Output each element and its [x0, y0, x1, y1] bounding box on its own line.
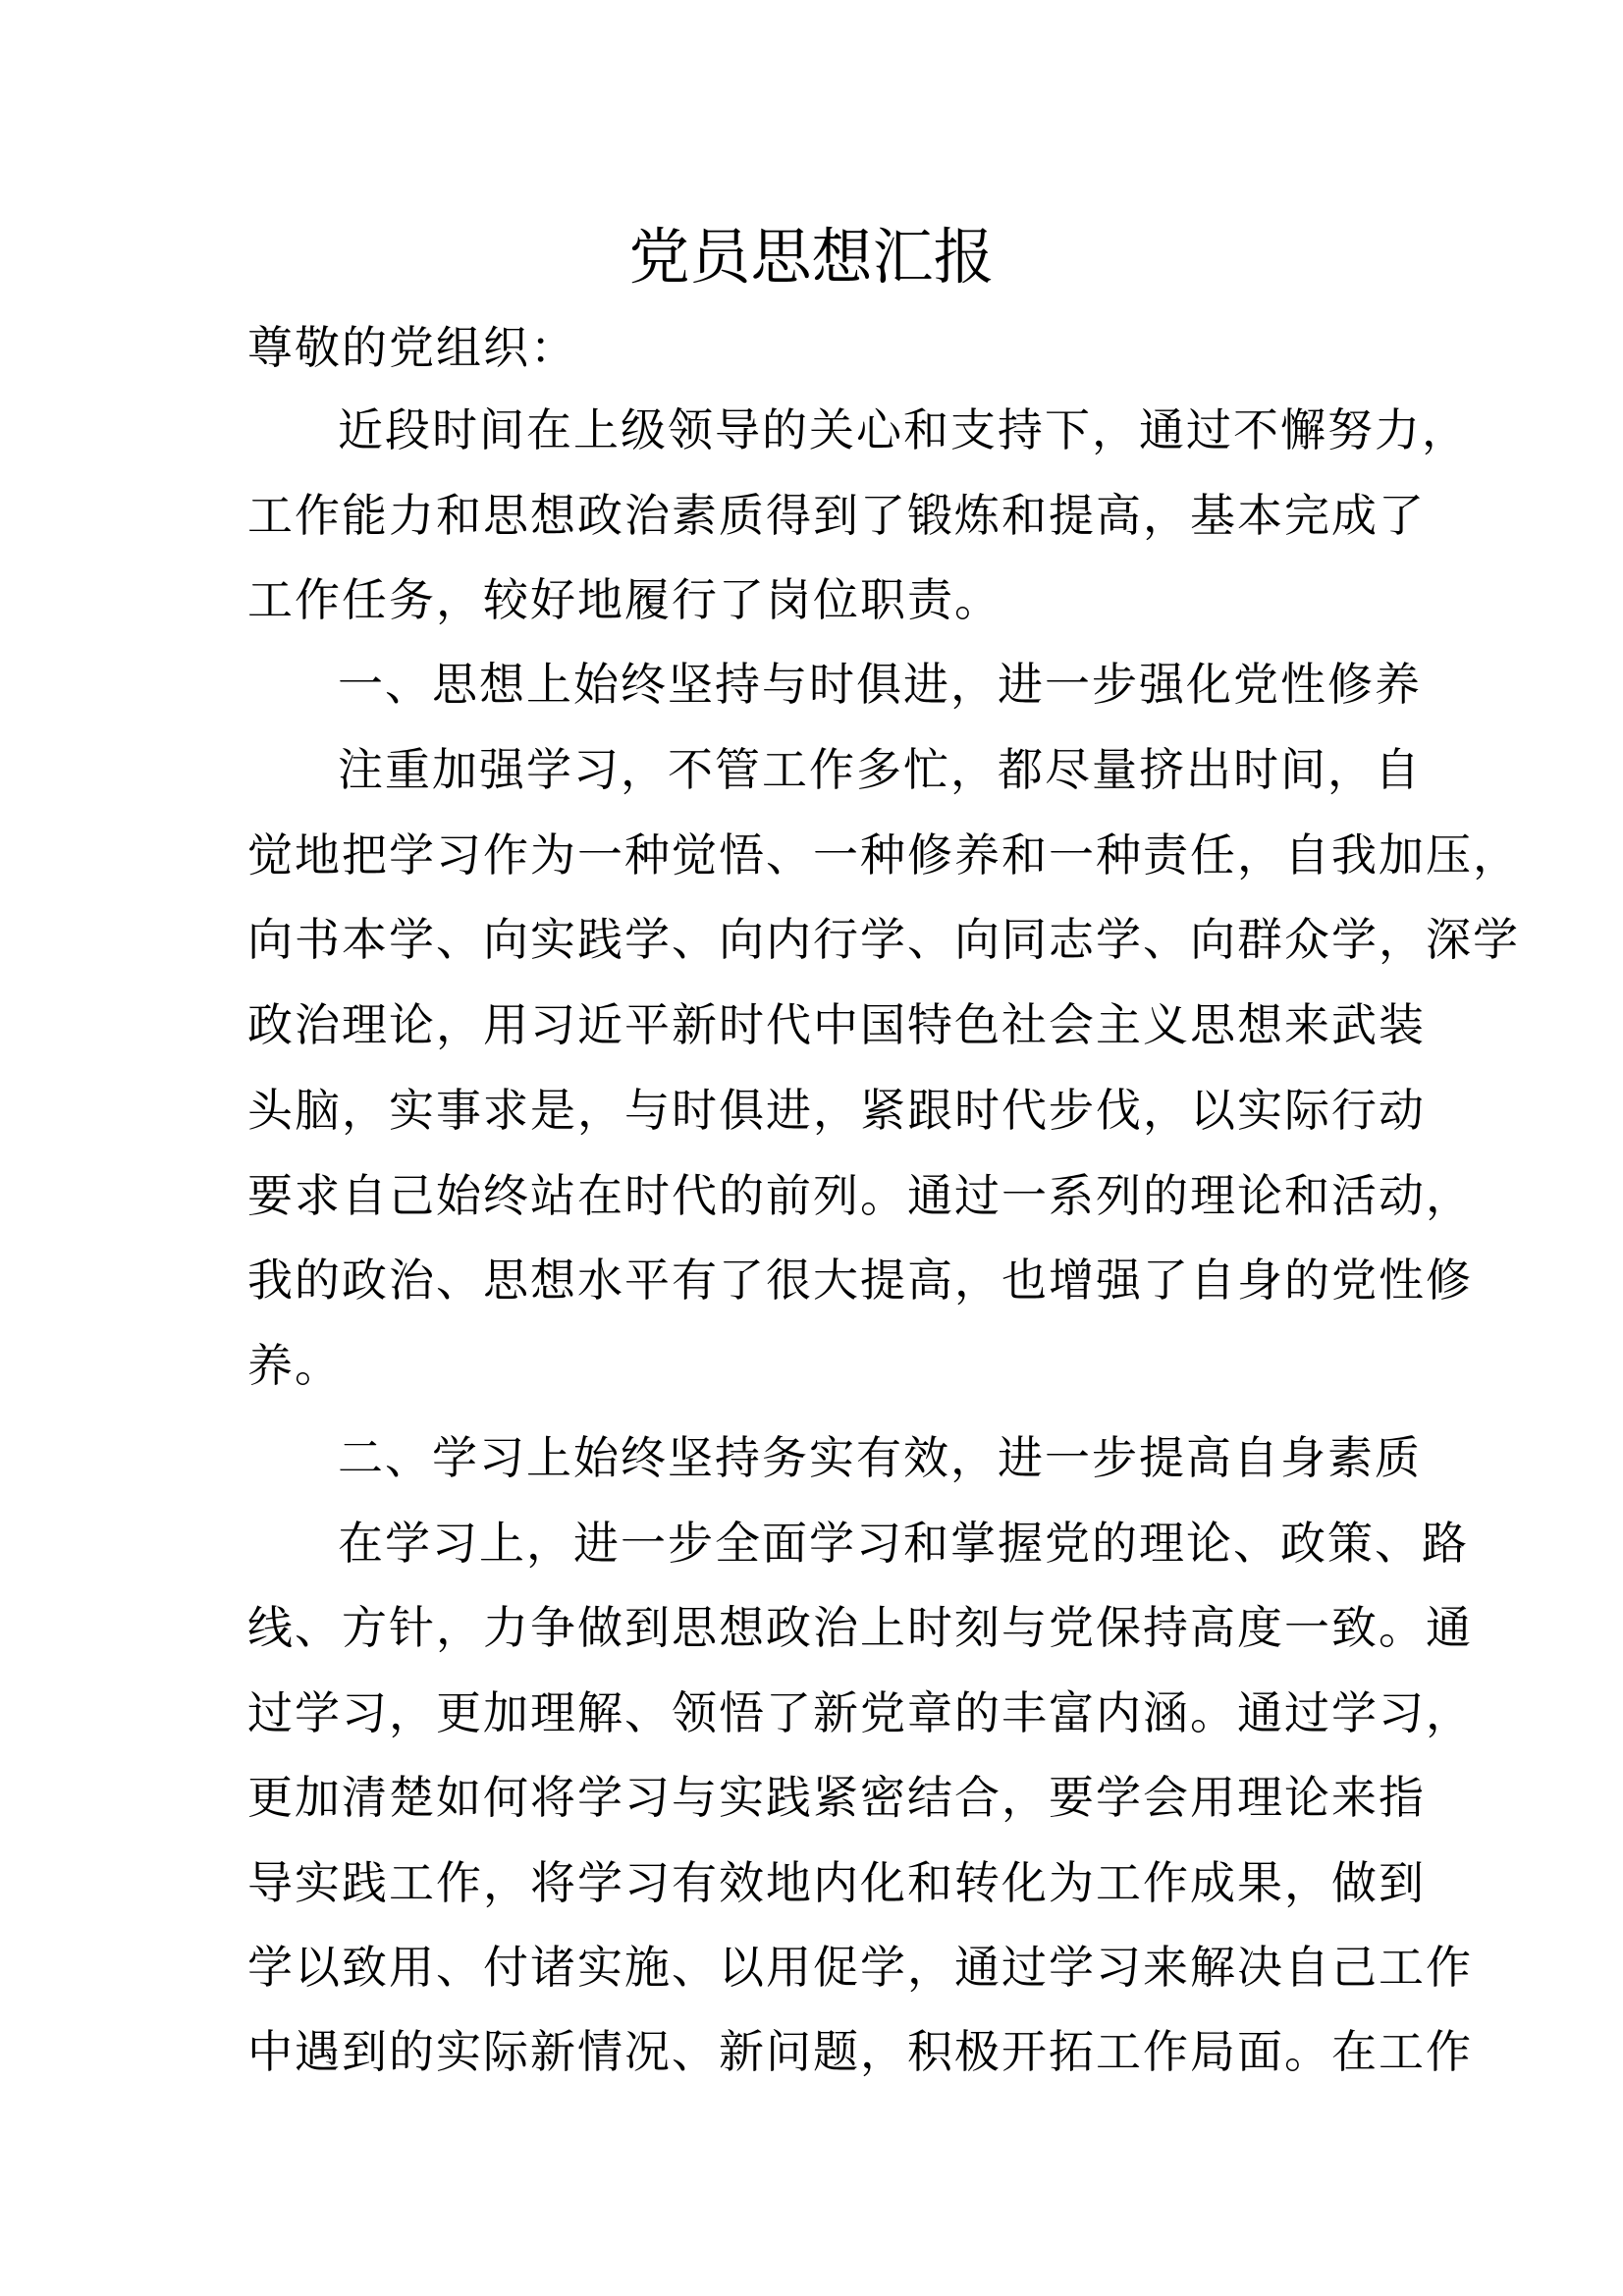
paragraph-line: 我的政治、思想水平有了很大提高，也增强了自身的党性修 [247, 1254, 1473, 1307]
paragraph-line: 更加清楚如何将学习与实践紧密结合，要学会用理论来指 [247, 1771, 1426, 1824]
paragraph-line: 学以致用、付诸实施、以用促学，通过学习来解决自己工作 [247, 1941, 1473, 1994]
paragraph-line: 线、方针，力争做到思想政治上时刻与党保持高度一致。通 [247, 1601, 1473, 1654]
section-heading: 一、思想上始终坚持与时俱进，进一步强化党性修养 [338, 658, 1422, 711]
paragraph-line: 工作能力和思想政治素质得到了锻炼和提高，基本完成了 [247, 489, 1426, 542]
paragraph-line: 工作任务，较好地履行了岗位职责。 [247, 573, 1001, 626]
section-heading: 二、学习上始终坚持务实有效，进一步提高自身素质 [338, 1431, 1422, 1484]
paragraph-line: 导实践工作，将学习有效地内化和转化为工作成果，做到 [247, 1856, 1426, 1909]
paragraph-line: 注重加强学习，不管工作多忙，都尽量挤出时间，自 [338, 743, 1422, 796]
paragraph-line: 头脑，实事求是，与时俱进，紧跟时代步伐，以实际行动 [247, 1084, 1426, 1137]
salutation: 尊敬的党组织： [247, 321, 577, 374]
paragraph-line: 要求自己始终站在时代的前列。通过一系列的理论和活动， [247, 1169, 1473, 1222]
paragraph-line: 养。 [247, 1339, 342, 1392]
paragraph-line: 近段时间在上级领导的关心和支持下，通过不懈努力， [338, 403, 1469, 456]
paragraph-line: 中遇到的实际新情况、新问题，积极开拓工作局面。在工作 [247, 2025, 1473, 2078]
paragraph-line: 向书本学、向实践学、向内行学、向同志学、向群众学，深学 [247, 913, 1520, 966]
paragraph-line: 觉地把学习作为一种觉悟、一种修养和一种责任，自我加压， [247, 828, 1520, 881]
document-title: 党员思想汇报 [628, 221, 995, 293]
paragraph-line: 过学习，更加理解、领悟了新党章的丰富内涵。通过学习， [247, 1686, 1473, 1739]
paragraph-line: 在学习上，进一步全面学习和掌握党的理论、政策、路 [338, 1517, 1469, 1570]
paragraph-line: 政治理论，用习近平新时代中国特色社会主义思想来武装 [247, 998, 1426, 1051]
